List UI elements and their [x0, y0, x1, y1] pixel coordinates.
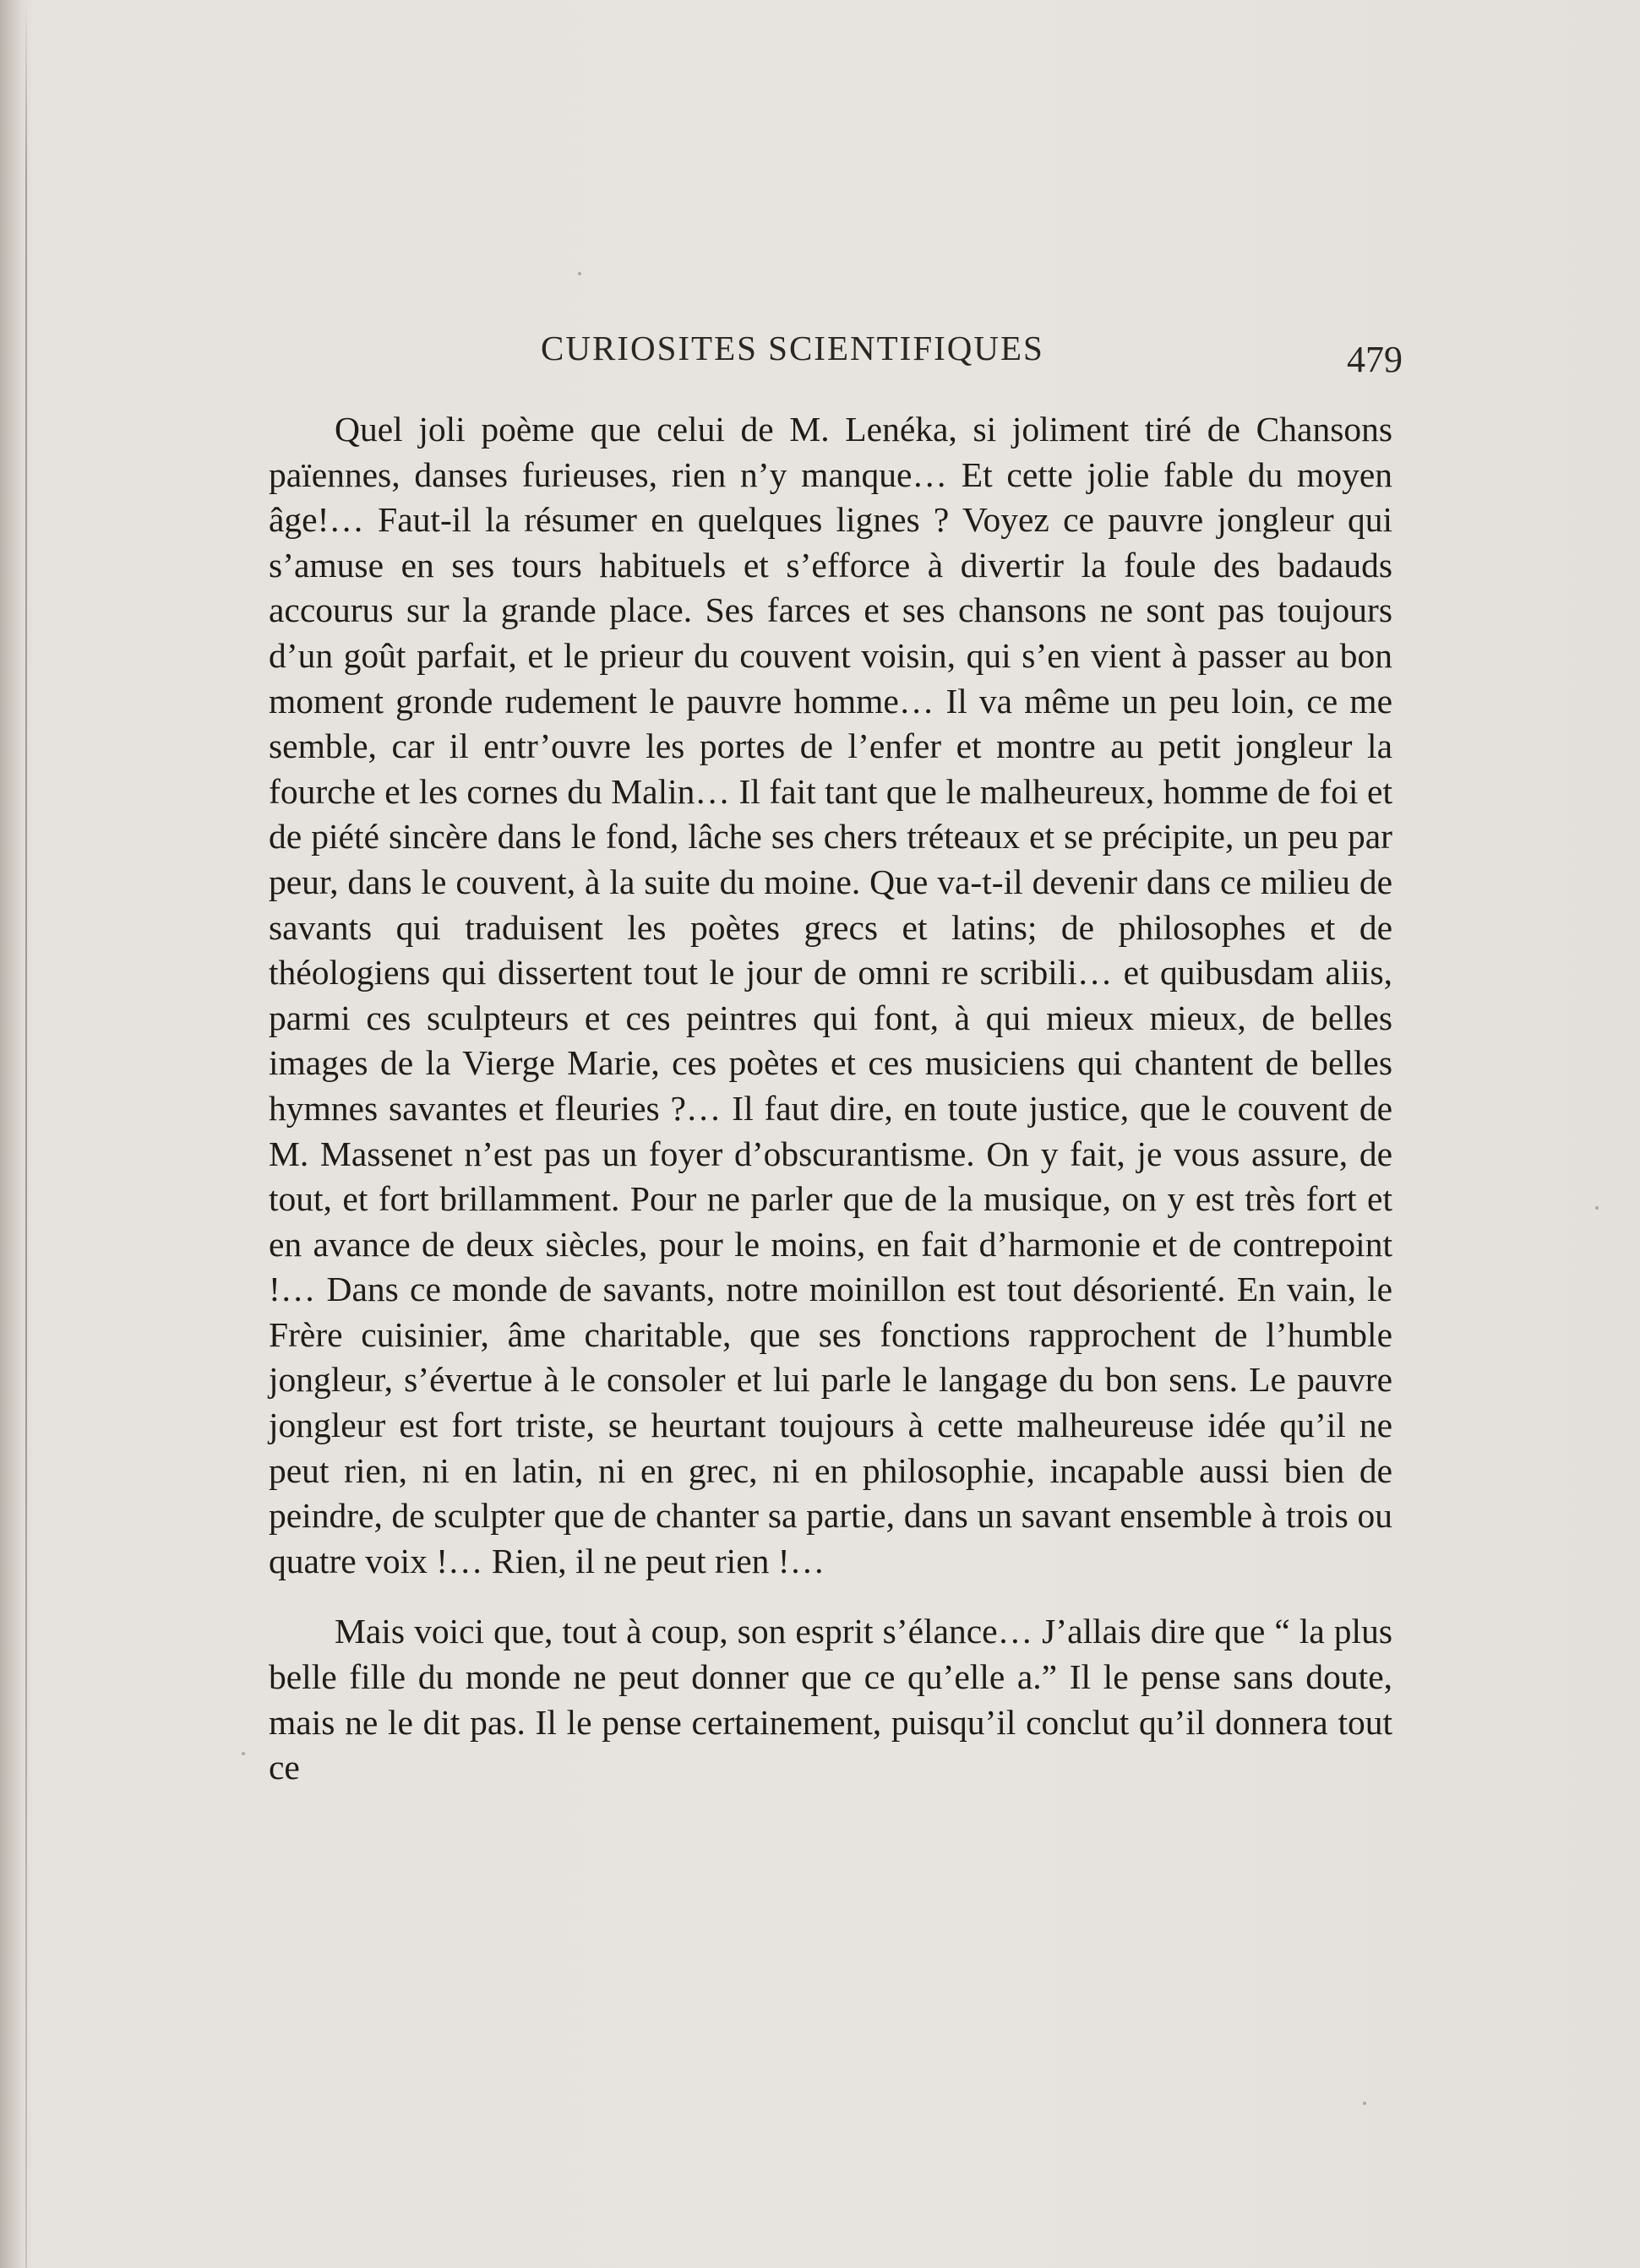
paragraph: Mais voici que, tout à coup, son esprit s’élance… J’allais dire que “ la plus belle fille du monde ne peut donner que ce qu’elle a.” Il le pense sans doute, mais ne le dit pas. Il le pense certainement, puisqu’il conclut qu’il donnera tout ce [269, 1612, 1392, 1787]
paper-speck [1595, 1206, 1599, 1210]
running-head: CURIOSITES SCIENTIFIQUES [541, 329, 1044, 367]
paper-speck [242, 1752, 245, 1755]
binding-edge [25, 0, 27, 2268]
page-number: 479 [1347, 339, 1403, 380]
body-text [269, 407, 1392, 1791]
paper-speck [1363, 2102, 1366, 2105]
binding-shadow [0, 0, 22, 2268]
paper-speck [578, 272, 581, 275]
paragraph: Quel joli poème que celui de M. Lenéka, si joliment tiré de Chansons païennes, danses furieuses, rien n’y manque… Et cette jolie fable du moyen âge!… Faut-il la résumer en quelques lignes ? Voyez ce pauvre jongleur qui s’amuse en ses tours habituels et s’efforce à divertir la foule des badauds accourus sur la grande place. Ses farces et ses chansons ne sont pas toujours d’un goût parfait, et le prieur du couvent voisin, qui s’en vient à passer au bon moment gronde rudement le pauvre homme… Il va même un peu loin, ce me semble, car il entr’ouvre les portes de l’enfer et montre au petit jongleur la fourche et les cornes du Malin… Il fait tant que le malheureux, homme de foi et de piété sincère dans le fond, lâche ses chers tréteaux et se précipite, un peu par peur, dans le couvent, à la suite du moine. Que va-t-il devenir dans ce milieu de savants qui traduisent les poètes grecs et latins; de philosophes et de théologiens qui dissertent tout le jour de omni re scribili… et quibusdam aliis, parmi ces sculpteurs et ces peintres qui font, à qui mieux mieux, de belles images de la Vierge Marie, ces poètes et ces musiciens qui chantent de belles hymnes savantes et fleuries ?… Il faut dire, en toute justice, que le couvent de M. Massenet n’est pas un foyer d’obscurantisme. On y fait, je vous assure, de tout, et fort brillamment. Pour ne parler que de la musique, on y est très fort et en avance de deux siècles, pour le moins, en fait d’harmonie et de contrepoint !… Dans ce monde de savants, notre moinillon est tout désorienté. En vain, le Frère cuisinier, âme charitable, que ses fonctions rapprochent de l’humble jongleur, s’évertue à le consoler et lui parle le langage du bon sens. Le pauvre jongleur est fort triste, se heurtant toujours à cette malheureuse idée qu’il ne peut rien, ni en latin, ni en grec, ni en philosophie, incapable aussi bien de peindre, de sculpter que de chanter sa partie, dans un savant ensemble à trois ou quatre voix !… Rien, il ne peut rien !… [269, 410, 1392, 1580]
page-header [541, 319, 1403, 387]
